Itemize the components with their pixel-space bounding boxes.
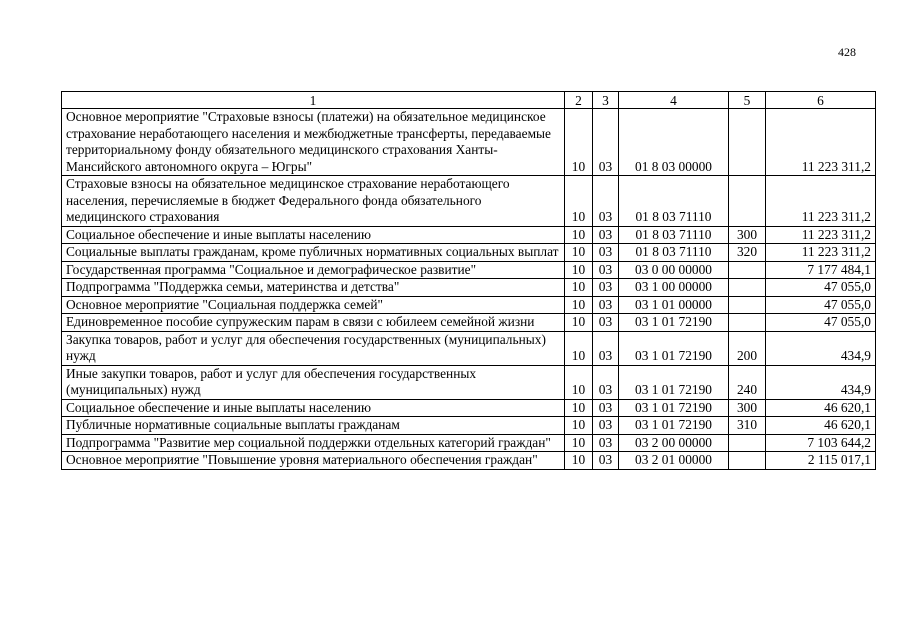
table-row: [62, 109, 876, 176]
subsection-cell: 03: [593, 452, 619, 470]
amount-cell: 46 620,1: [766, 399, 876, 417]
table-row: [62, 226, 876, 244]
amount-cell: 7 177 484,1: [766, 261, 876, 279]
target-article-cell: 03 1 01 72190: [619, 331, 729, 365]
target-article-cell: 03 2 00 00000: [619, 434, 729, 452]
target-article-cell: 01 8 03 71110: [619, 176, 729, 227]
section-cell: 10: [565, 244, 593, 262]
section-cell: 10: [565, 417, 593, 435]
table-row: [62, 261, 876, 279]
budget-table: [61, 91, 876, 470]
item-name-cell: Социальное обеспечение и иные выплаты населению: [62, 399, 565, 417]
amount-cell: 2 115 017,1: [766, 452, 876, 470]
section-cell: 10: [565, 452, 593, 470]
target-article-cell: 03 0 00 00000: [619, 261, 729, 279]
section-cell: 10: [565, 434, 593, 452]
subsection-cell: 03: [593, 244, 619, 262]
target-article-cell: 03 1 01 72190: [619, 365, 729, 399]
table-body: [62, 109, 876, 470]
table-row: [62, 244, 876, 262]
section-cell: 10: [565, 314, 593, 332]
column-header: 1: [62, 92, 565, 109]
amount-cell: 11 223 311,2: [766, 176, 876, 227]
item-name-cell: Основное мероприятие "Социальная поддержка семей": [62, 296, 565, 314]
table-row: [62, 452, 876, 470]
subsection-cell: 03: [593, 296, 619, 314]
expense-type-cell: [729, 452, 766, 470]
target-article-cell: 01 8 03 71110: [619, 244, 729, 262]
amount-cell: 11 223 311,2: [766, 226, 876, 244]
expense-type-cell: [729, 109, 766, 176]
table-row: [62, 365, 876, 399]
subsection-cell: 03: [593, 261, 619, 279]
item-name-cell: Основное мероприятие "Повышение уровня материального обеспечения граждан": [62, 452, 565, 470]
amount-cell: 47 055,0: [766, 279, 876, 297]
subsection-cell: 03: [593, 176, 619, 227]
table-row: [62, 434, 876, 452]
section-cell: 10: [565, 296, 593, 314]
target-article-cell: 03 2 01 00000: [619, 452, 729, 470]
item-name-cell: Закупка товаров, работ и услуг для обеспечения государственных (муниципальных) нужд: [62, 331, 565, 365]
column-header: 3: [593, 92, 619, 109]
item-name-cell: Основное мероприятие "Страховые взносы (платежи) на обязательное медицинское страхование неработающего населения и межбюджетные трансферты, передаваемые территориальному фонду обязательного медицинского страхования Ханты-Мансийского автономного округа – Югры": [62, 109, 565, 176]
target-article-cell: 01 8 03 00000: [619, 109, 729, 176]
table-row: [62, 314, 876, 332]
expense-type-cell: 320: [729, 244, 766, 262]
section-cell: 10: [565, 279, 593, 297]
column-header: 2: [565, 92, 593, 109]
expense-type-cell: [729, 434, 766, 452]
expense-type-cell: 310: [729, 417, 766, 435]
target-article-cell: 01 8 03 71110: [619, 226, 729, 244]
page-number: 428: [838, 45, 856, 59]
expense-type-cell: 300: [729, 399, 766, 417]
expense-type-cell: [729, 296, 766, 314]
amount-cell: 47 055,0: [766, 296, 876, 314]
expense-type-cell: [729, 314, 766, 332]
subsection-cell: 03: [593, 434, 619, 452]
target-article-cell: 03 1 01 72190: [619, 399, 729, 417]
column-header: 4: [619, 92, 729, 109]
subsection-cell: 03: [593, 365, 619, 399]
section-cell: 10: [565, 399, 593, 417]
section-cell: 10: [565, 331, 593, 365]
table-row: [62, 296, 876, 314]
table-header: [62, 92, 876, 109]
item-name-cell: Подпрограмма "Поддержка семьи, материнства и детства": [62, 279, 565, 297]
item-name-cell: Страховые взносы на обязательное медицинское страхование неработающего населения, перечисляемые в бюджет Федерального фонда обязательного медицинского страхования: [62, 176, 565, 227]
expense-type-cell: [729, 176, 766, 227]
expense-type-cell: 300: [729, 226, 766, 244]
table-row: [62, 176, 876, 227]
subsection-cell: 03: [593, 314, 619, 332]
subsection-cell: 03: [593, 417, 619, 435]
section-cell: 10: [565, 261, 593, 279]
target-article-cell: 03 1 01 72190: [619, 314, 729, 332]
table-row: [62, 399, 876, 417]
expense-type-cell: [729, 261, 766, 279]
section-cell: 10: [565, 365, 593, 399]
subsection-cell: 03: [593, 399, 619, 417]
table-row: [62, 331, 876, 365]
subsection-cell: 03: [593, 226, 619, 244]
amount-cell: 47 055,0: [766, 314, 876, 332]
amount-cell: 434,9: [766, 365, 876, 399]
amount-cell: 46 620,1: [766, 417, 876, 435]
section-cell: 10: [565, 226, 593, 244]
column-header: 6: [766, 92, 876, 109]
header-row: [62, 92, 876, 109]
table-row: [62, 417, 876, 435]
amount-cell: 7 103 644,2: [766, 434, 876, 452]
amount-cell: 11 223 311,2: [766, 244, 876, 262]
item-name-cell: Единовременное пособие супружеским парам в связи с юбилеем семейной жизни: [62, 314, 565, 332]
target-article-cell: 03 1 00 00000: [619, 279, 729, 297]
target-article-cell: 03 1 01 00000: [619, 296, 729, 314]
item-name-cell: Социальные выплаты гражданам, кроме публичных нормативных социальных выплат: [62, 244, 565, 262]
amount-cell: 11 223 311,2: [766, 109, 876, 176]
table-row: [62, 279, 876, 297]
amount-cell: 434,9: [766, 331, 876, 365]
item-name-cell: Иные закупки товаров, работ и услуг для обеспечения государственных (муниципальных) нужд: [62, 365, 565, 399]
expense-type-cell: 240: [729, 365, 766, 399]
column-header: 5: [729, 92, 766, 109]
item-name-cell: Государственная программа "Социальное и демографическое развитие": [62, 261, 565, 279]
item-name-cell: Публичные нормативные социальные выплаты гражданам: [62, 417, 565, 435]
section-cell: 10: [565, 176, 593, 227]
subsection-cell: 03: [593, 109, 619, 176]
target-article-cell: 03 1 01 72190: [619, 417, 729, 435]
item-name-cell: Социальное обеспечение и иные выплаты населению: [62, 226, 565, 244]
subsection-cell: 03: [593, 279, 619, 297]
section-cell: 10: [565, 109, 593, 176]
expense-type-cell: [729, 279, 766, 297]
subsection-cell: 03: [593, 331, 619, 365]
expense-type-cell: 200: [729, 331, 766, 365]
item-name-cell: Подпрограмма "Развитие мер социальной поддержки отдельных категорий граждан": [62, 434, 565, 452]
